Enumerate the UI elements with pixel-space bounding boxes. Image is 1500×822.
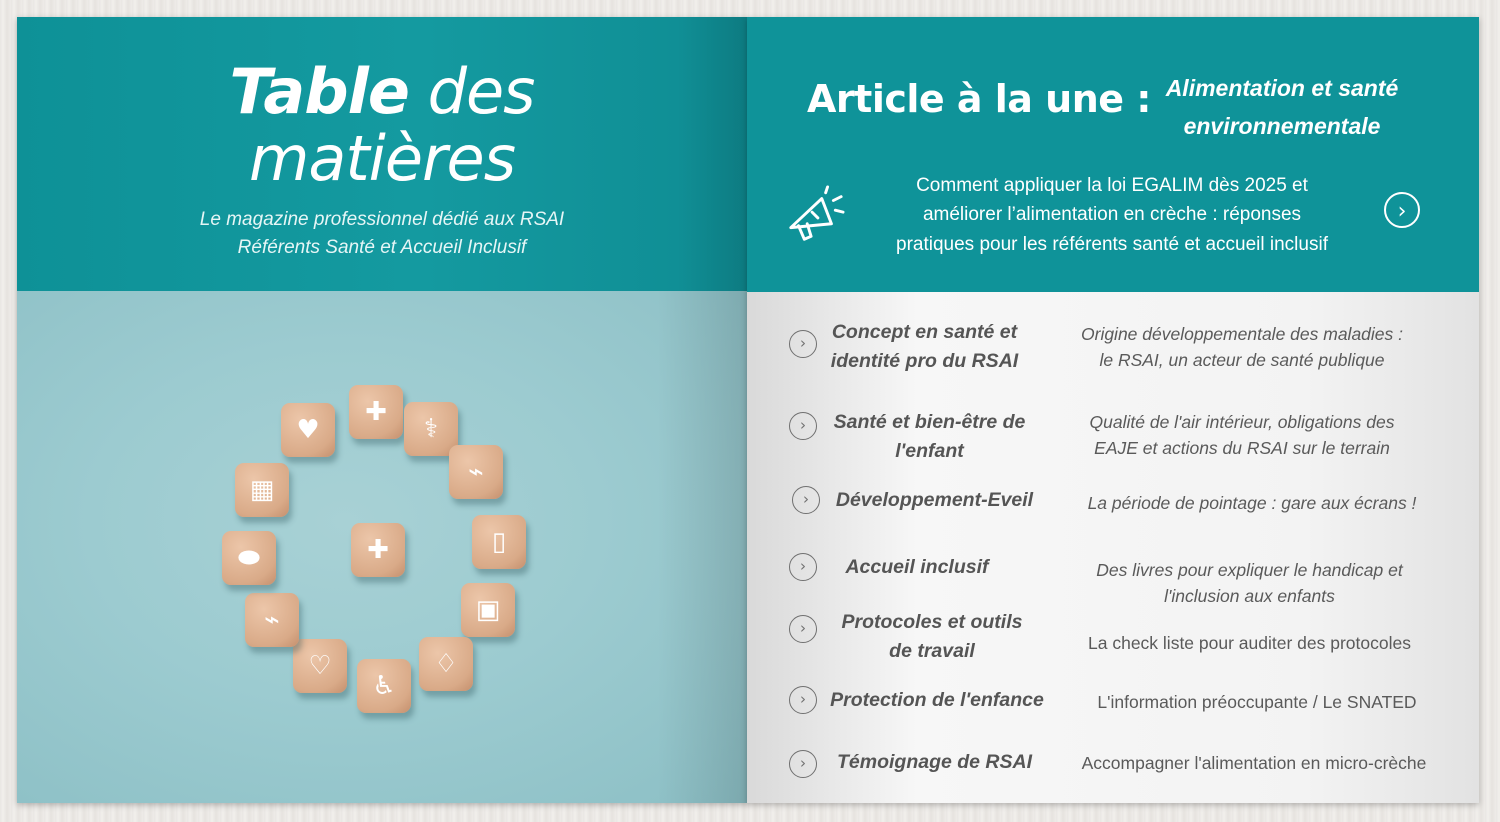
block-wheelchair — [357, 659, 411, 713]
toc-arrow-7[interactable]: › — [789, 750, 817, 778]
toc-article-3[interactable]: La période de pointage : gare aux écrans ! — [1087, 493, 1417, 513]
bandage-icon: ▦ — [249, 475, 275, 505]
cover-photo — [17, 291, 747, 803]
block-center-cross — [351, 523, 405, 577]
toc-arrow-6[interactable]: › — [789, 686, 817, 714]
stethoscope-icon: ⚕ — [423, 414, 439, 444]
heartbeat-icon: ♥ — [296, 415, 320, 445]
block-syringe-2 — [245, 593, 299, 647]
blood-drop-icon: ♢ — [434, 649, 458, 679]
toc-arrow-4[interactable]: › — [789, 553, 817, 581]
pills-icon: ⬬ — [237, 543, 261, 573]
toc-article-5[interactable]: La check liste pour auditer des protocoles — [1088, 633, 1411, 653]
toc-article-2[interactable]: Qualité de l'air intérieur, obligations des EAJE et actions du RSAI sur le terrain — [1089, 412, 1395, 458]
heart-icon: ♡ — [308, 651, 332, 681]
megaphone-icon — [783, 185, 845, 247]
block-bandage — [235, 463, 289, 517]
cross-icon: ✚ — [367, 535, 389, 565]
page-title-line2: matières — [248, 122, 515, 195]
toc-arrow-1[interactable]: › — [789, 330, 817, 358]
toc-section-5[interactable]: Protocoles et outils de travail — [841, 611, 1023, 662]
featured-desc-line3: pratiques pour les référents santé et accueil inclusif — [896, 234, 1328, 255]
toc-section-1[interactable]: Concept en santé et identité pro du RSAI — [830, 321, 1019, 372]
syringe-icon: ⌁ — [468, 457, 484, 487]
medicine-icon: ▣ — [475, 595, 501, 625]
block-pill-bottle — [472, 515, 526, 569]
block-heartbeat — [281, 403, 335, 457]
subtitle-line2: Référents Santé et Accueil Inclusif — [237, 237, 527, 258]
first-aid-icon: ✚ — [365, 397, 387, 427]
wheelchair-icon: ♿ — [372, 671, 396, 701]
featured-desc-line1: Comment appliquer la loi EGALIM dès 2025 et — [916, 175, 1308, 196]
block-medicine — [461, 583, 515, 637]
left-header — [17, 17, 747, 291]
block-drop — [419, 637, 473, 691]
toc-arrow-2[interactable]: › — [789, 412, 817, 440]
pill-bottle-icon: ▯ — [491, 527, 507, 557]
toc-section-4[interactable]: Accueil inclusif — [845, 556, 989, 578]
toc-section-2[interactable]: Santé et bien-être de l'enfant — [833, 411, 1026, 462]
block-first-aid — [349, 385, 403, 439]
featured-topic-line2: environnementale — [1183, 113, 1381, 139]
toc-section-6[interactable]: Protection de l'enfance — [830, 689, 1044, 711]
block-heart — [293, 639, 347, 693]
toc-article-4[interactable]: Des livres pour expliquer le handicap et l'inclusion aux enfants — [1096, 560, 1403, 606]
featured-label: Article à la une : — [807, 77, 1151, 121]
right-page — [747, 17, 1479, 803]
page-title: Table des — [229, 55, 535, 128]
toc-article-6[interactable]: L'information préoccupante / Le SNATED — [1097, 692, 1417, 712]
toc-arrow-3[interactable]: › — [792, 486, 820, 514]
toc-section-7[interactable]: Témoignage de RSAI — [836, 751, 1033, 773]
featured-desc-line2: améliorer l’alimentation en crèche : réponses — [922, 204, 1302, 225]
block-syringe — [449, 445, 503, 499]
featured-next-button[interactable]: › — [1384, 192, 1420, 228]
subtitle-line1: Le magazine professionnel dédié aux RSAI — [199, 209, 565, 230]
toc-section-3[interactable]: Développement-Eveil — [835, 489, 1034, 511]
block-pills — [222, 531, 276, 585]
toc-article-1[interactable]: Origine développementale des maladies : le RSAI, un acteur de santé publique — [1081, 324, 1403, 370]
syringe-icon: ⌁ — [264, 605, 280, 635]
toc-article-7[interactable]: Accompagner l'alimentation en micro-crèche — [1081, 753, 1427, 773]
featured-article-panel — [747, 17, 1479, 292]
left-page — [17, 17, 747, 803]
toc-arrow-5[interactable]: › — [789, 615, 817, 643]
featured-topic-line1: Alimentation et santé — [1165, 75, 1399, 101]
